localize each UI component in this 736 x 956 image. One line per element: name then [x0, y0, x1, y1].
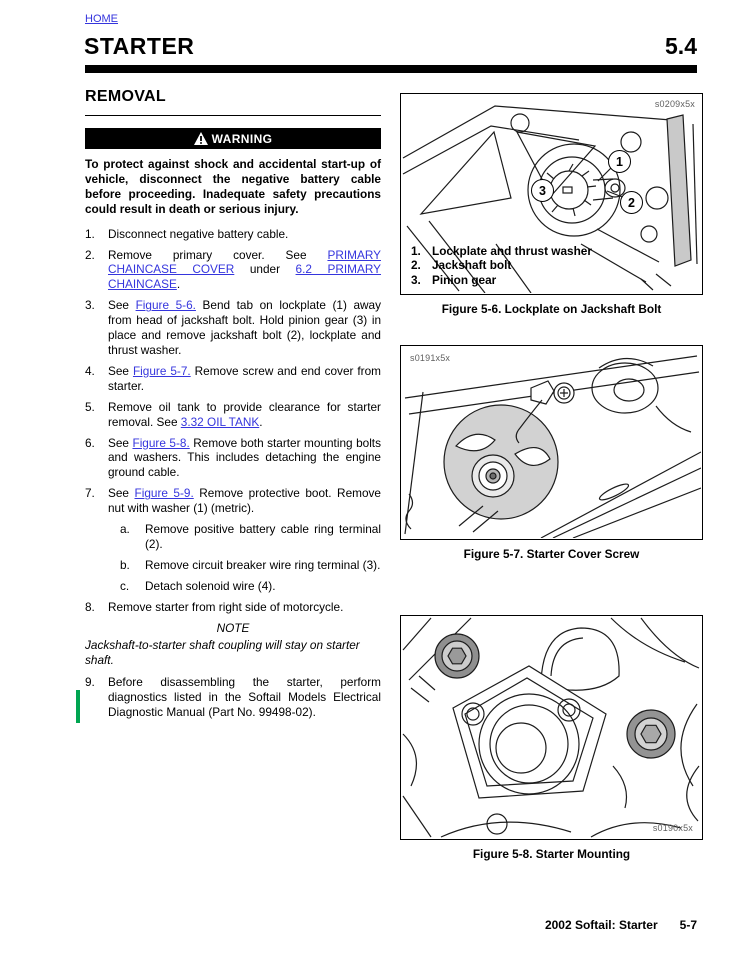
legend-item-2	[411, 258, 592, 273]
text-run: See	[108, 435, 133, 450]
step-text	[108, 227, 381, 242]
step-number: 8.	[85, 599, 95, 614]
step-8	[85, 600, 381, 615]
figure-5-6-caption: Figure 5-6. Lockplate on Jackshaft Bolt	[441, 302, 662, 316]
step-text	[108, 298, 381, 358]
warning-banner	[85, 128, 381, 149]
step-text	[108, 436, 381, 481]
figure-5-7-caption: Figure 5-7. Starter Cover Screw	[463, 547, 640, 561]
warning-text: To protect against shock and accidental start-up of vehicle, disconnect the negative battery cable before proceeding. Inadequate safety precautions could result in death or serious injury.	[85, 157, 381, 216]
text-run: Remove oil tank to provide clearance for starter removal. See	[108, 399, 381, 429]
footer-chapter-text: 2002 Softail: Starter	[544, 918, 658, 932]
link-primary-chaincase-cover[interactable]: PRIMARY CHAINCASE COVER	[108, 247, 381, 277]
text-run: under	[234, 262, 296, 277]
figure-5-6-frame	[400, 93, 703, 295]
step-number: 3.	[85, 298, 95, 313]
home-link[interactable]: HOME	[85, 13, 118, 25]
warning-label: WARNING	[211, 131, 273, 146]
header-rule	[85, 65, 697, 73]
text-run: .	[176, 277, 181, 292]
text-run: Remove primary cover. See	[108, 247, 328, 262]
link-3-32-oil-tank[interactable]: 3.32 OIL TANK	[180, 414, 260, 429]
callout-2: 2	[620, 191, 643, 214]
text-run: Before disassembling the starter, perform diagnostics listed in the Softail Models Electrical Diagnostic Manual (Part No. 99498-02).	[108, 675, 381, 720]
link-6-2-primary-chaincase[interactable]: 6.2 PRIMARY CHAINCASE	[108, 262, 382, 292]
text-run: See	[108, 363, 133, 378]
step-number: 1.	[85, 226, 95, 241]
substep-letter: c.	[120, 578, 130, 593]
figure-5-7	[400, 345, 703, 561]
substep-letter: b.	[120, 557, 130, 572]
step-text	[108, 486, 381, 593]
text-run: Disconnect negative battery cable.	[108, 226, 289, 241]
legend-label: Jackshaft bolt	[432, 258, 512, 272]
footer-page-number: 5-7	[679, 918, 697, 932]
step-number: 2.	[85, 247, 95, 262]
substep-letter: a.	[120, 522, 130, 537]
removal-steps	[85, 227, 381, 721]
step-text	[108, 400, 381, 430]
substep-c	[108, 579, 381, 594]
step-text	[108, 248, 381, 293]
revision-change-bar	[76, 690, 80, 723]
text-run: See	[108, 298, 136, 313]
step-2	[85, 248, 381, 293]
figure-5-8-frame	[400, 615, 703, 840]
figure-5-7-watermark: s0191x5x	[410, 353, 451, 363]
step-6	[85, 436, 381, 481]
step-number: 6.	[85, 435, 95, 450]
text-run: .	[259, 414, 263, 429]
link-figure-5-7[interactable]: Figure 5-7.	[132, 363, 191, 378]
substep-text: Remove positive battery cable ring terminal (2).	[145, 522, 381, 551]
link-figure-5-6[interactable]: Figure 5-6.	[135, 298, 196, 313]
legend-number: 2.	[411, 258, 421, 272]
figure-5-7-drawing	[401, 346, 701, 538]
legend-number: 1.	[411, 243, 421, 258]
step-number: 7.	[85, 486, 95, 501]
page-footer	[85, 918, 697, 932]
step-9	[85, 675, 381, 720]
step-4	[85, 364, 381, 394]
text-run: Remove screw and end cover from starter.	[108, 363, 381, 393]
link-figure-5-9[interactable]: Figure 5-9.	[134, 486, 194, 501]
step-text	[108, 600, 381, 615]
section-number: 5.4	[665, 33, 697, 59]
step-7	[85, 486, 381, 593]
step-7-substeps	[108, 522, 381, 594]
step-7-intro	[108, 486, 381, 515]
legend-label: Lockplate and thrust washer	[432, 243, 592, 258]
figure-5-6	[400, 93, 703, 316]
callout-1: 1	[608, 150, 631, 173]
step-number: 4.	[85, 363, 95, 378]
note-label: NOTE	[216, 620, 250, 635]
note-text: Jackshaft-to-starter shaft coupling will stay on starter shaft.	[85, 638, 360, 667]
text-run: Remove protective boot. Remove nut with washer (1) (metric).	[108, 486, 381, 516]
legend-number: 3.	[411, 272, 421, 287]
legend-item-3	[411, 273, 592, 288]
step-text	[108, 364, 381, 394]
figure-5-6-watermark: s0209x5x	[654, 99, 695, 109]
figure-5-8-caption: Figure 5-8. Starter Mounting	[472, 847, 631, 861]
substep-a	[108, 522, 381, 552]
figure-5-6-legend	[411, 244, 592, 288]
removal-heading: REMOVAL	[85, 88, 381, 116]
text-run: Remove both starter mounting bolts and washers. This includes detaching the engine ground cable.	[108, 435, 381, 480]
figure-5-7-frame	[400, 345, 703, 540]
step-3	[85, 298, 381, 358]
text-run: Remove starter from right side of motorcycle.	[108, 599, 344, 614]
step-1	[85, 227, 381, 242]
step-number: 5.	[85, 399, 95, 414]
legend-item-1	[411, 244, 592, 259]
page-title: STARTER	[84, 33, 195, 59]
text-run: See	[108, 486, 135, 501]
callout-3: 3	[531, 179, 554, 202]
legend-label: Pinion gear	[432, 272, 497, 287]
figure-5-8	[400, 615, 703, 861]
step-5	[85, 400, 381, 430]
substep-text: Detach solenoid wire (4).	[145, 578, 276, 593]
substep-b	[108, 558, 381, 573]
substep-text: Remove circuit breaker wire ring terminal (3).	[145, 557, 381, 572]
figure-5-8-watermark: s0190x5x	[652, 823, 693, 833]
figure-5-8-drawing	[401, 616, 701, 838]
left-column	[85, 88, 381, 726]
step-text	[108, 675, 381, 720]
step-number: 9.	[85, 675, 95, 690]
text-run: Bend tab on lockplate (1) away from head of jackshaft bolt. Hold pinion gear (3) in place and remove jackshaft bolt (2), lockplate and thrust washer.	[108, 298, 381, 357]
link-figure-5-8[interactable]: Figure 5-8.	[132, 435, 190, 450]
warning-triangle-icon	[194, 132, 208, 145]
